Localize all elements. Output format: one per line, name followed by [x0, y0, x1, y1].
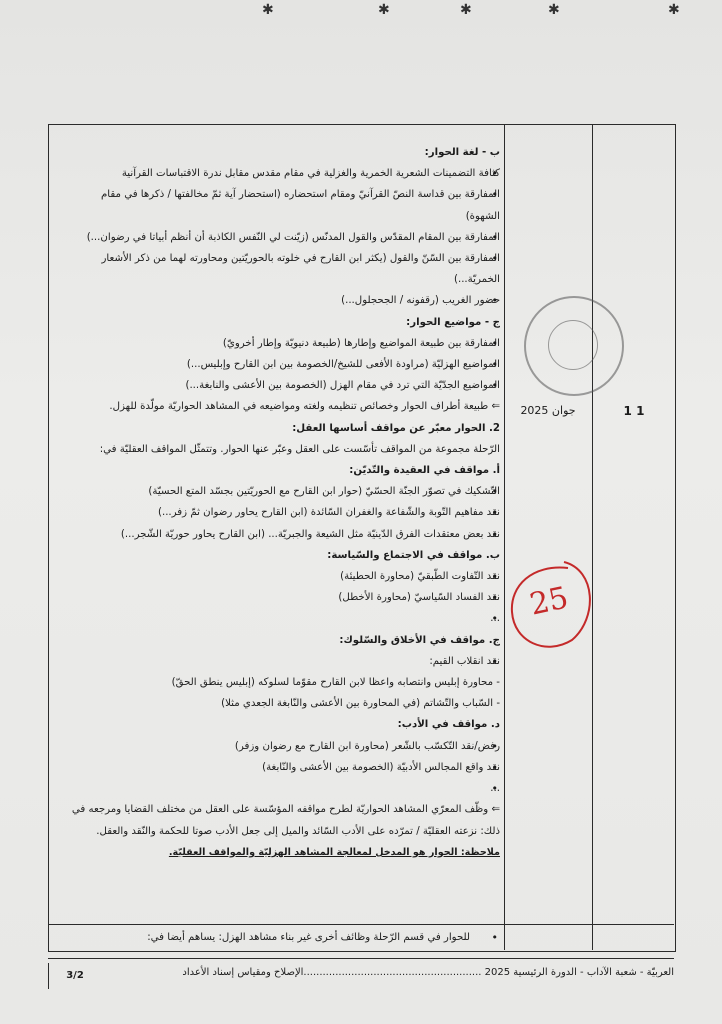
section-title: ب - لغة الحوار: [424, 147, 500, 158]
section-conclusion: ⇐ وظّف المعرّي المشاهد الحواريّة لطرح مواقفه المؤسّسة على العقل من مختلف القضايا ومرجعه في [71, 804, 500, 816]
scribble-mark: ✱ [378, 2, 390, 18]
date-cell [506, 404, 590, 417]
page-number: 3/2 [48, 963, 101, 989]
row-divider [48, 924, 674, 925]
list-item: • المواضيع الجدّيّة التي ترد في مقام الهزل (الخصومة بين الأعشى والنابغة...) [54, 375, 500, 396]
list-item: • المفارقة بين طبيعة المواضيع وإطارها (طبيعة دنيويّة وإطار أخرويّ) [54, 333, 500, 354]
list-item: • كثافة التضمينات الشعرية الخمرية والغزلية في مقام مقدس مقابل ندرة الاقتباسات القرآنية [54, 163, 500, 184]
list-item: • التّشكيك في تصوّر الجنّة الحسّيّ (حوار ابن القارح مع الحوريّتين بجسّد المتع الحسيّة) [54, 481, 500, 502]
list-item: • نقد مفاهيم التّوبة والشّفاعة والغفران السّائدة (ابن القارح يحاور رضوان ثمّ زفر...) [54, 502, 500, 523]
list-item: • المفارقة بين السّنّ والقول (يكثر ابن القارح في خلوته بالحوريّتين ومحاورته لهما من ذكر الأشعار [54, 248, 500, 269]
footer-text: العربيّة - شعبة الآداب - الدورة الرئيسية 2025 ........................................................الإصلاح ومقياس إسناد الأعداد [182, 967, 674, 978]
scribble-mark: ✱ [460, 2, 472, 18]
section-title: 2. الحوار معبّر عن مواقف أساسها العقل: [292, 422, 500, 434]
list-item: • نقد التّفاوت الطّبقيّ (محاورة الحطيئة) [54, 566, 500, 587]
official-stamp [524, 296, 624, 396]
list-item: • للحوار في قسم الرّحلة وظائف أخرى غير بناء مشاهد الهزل: يساهم أيضا في: [54, 930, 500, 946]
list-subitem: - السّباب والتّشاتم (في المحاورة بين الأعشى والنّابغة الجعدي مثلا) [221, 698, 500, 710]
section-title: ج - مواضيع الحوار: [406, 316, 500, 328]
scribble-mark: ✱ [548, 2, 560, 18]
subsection-title: ب. مواقف في الاجتماع والسّياسة: [327, 549, 500, 561]
handwritten-grade: 25 [526, 580, 572, 623]
section-intro: الرّحلة مجموعة من المواقف تأسّست على العقل وعبّر عنها الحوار. وتتمثّل المواقف العقليّة في: [99, 443, 500, 455]
subsection-title: أ. مواقف في العقيدة والتّديّن: [349, 465, 500, 477]
section-conclusion-continuation: ذلك: نزعته العقليّة / تمرّده على الأدب السّائد والميل إلى جعل الأدب صوتا للحكمة والنّقد والعقل. [96, 825, 500, 837]
list-item: • نقد الفساد السّياسيّ (محاورة الأخطل) [54, 587, 500, 608]
column-divider [592, 124, 593, 950]
scribble-mark: ✱ [262, 2, 274, 18]
scribble-mark: ✱ [668, 2, 680, 18]
top-scribbles [0, 0, 722, 24]
list-item: • ... [54, 608, 500, 629]
list-item: • المواضيع الهزليّة (مراودة الأفعى للشيخ/الخصومة بين ابن القارح وإبليس...) [54, 354, 500, 375]
list-item: • نقد انقلاب القيم: [54, 651, 500, 672]
list-item: • ... [54, 778, 500, 799]
column-divider [504, 124, 505, 950]
score-cell [594, 404, 674, 418]
list-item: • نقد بعض معتقدات الفرق الدّينيّة مثل الشيعة والجبريّة... (ابن القارح يحاور حوريّة الشّجر...) [54, 524, 500, 545]
score-marks: 1 1 [623, 404, 645, 418]
list-item: • المفارقة بين المقام المقدّس والقول المدنّس (زيّنت لي النّفس الكاذبة أن أنظم أبياتا في رضوان...) [54, 227, 500, 248]
page-footer [48, 958, 674, 993]
list-item-continuation: الشهوة) [465, 210, 500, 222]
list-item: • رفض/نقد التّكسّب بالشّعر (محاورة ابن القارح مع رضوان وزفر) [54, 736, 500, 757]
exam-date: جوان 2025 [520, 404, 576, 417]
list-item-continuation: الخمريّة...) [453, 274, 500, 286]
list-item: • حضور الغريب (رقفونه / الجحجلول...) [54, 290, 500, 311]
note: ملاحظة: الحوار هو المدخل لمعالجة المشاهد الهزليّة والمواقف العقليّة. [168, 846, 500, 858]
bottom-row-text [54, 930, 500, 946]
list-item: • نقد واقع المجالس الأدبيّة (الخصومة بين الأعشى والنّابغة) [54, 757, 500, 778]
subsection-title: د. مواقف في الأدب: [397, 719, 500, 731]
section-conclusion: ⇐ طبيعة أطراف الحوار وخصائص تنظيمه ولغته ومواضيعه في المشاهد الحواريّة مولّدة للهزل. [109, 401, 500, 413]
subsection-title: ج. مواقف في الأخلاق والسّلوك: [339, 634, 500, 646]
list-item: • المفارقة بين قداسة النصّ القرآنيّ ومقام استحضاره (استحضار آية ثمّ مخالفتها / ذكرها في مقام [54, 184, 500, 205]
answer-content [54, 142, 500, 863]
list-subitem: - محاورة إبليس وانتصابه واعظا لابن القارح مقوّما لسلوكه (إبليس ينطق الحقّ) [171, 677, 500, 689]
